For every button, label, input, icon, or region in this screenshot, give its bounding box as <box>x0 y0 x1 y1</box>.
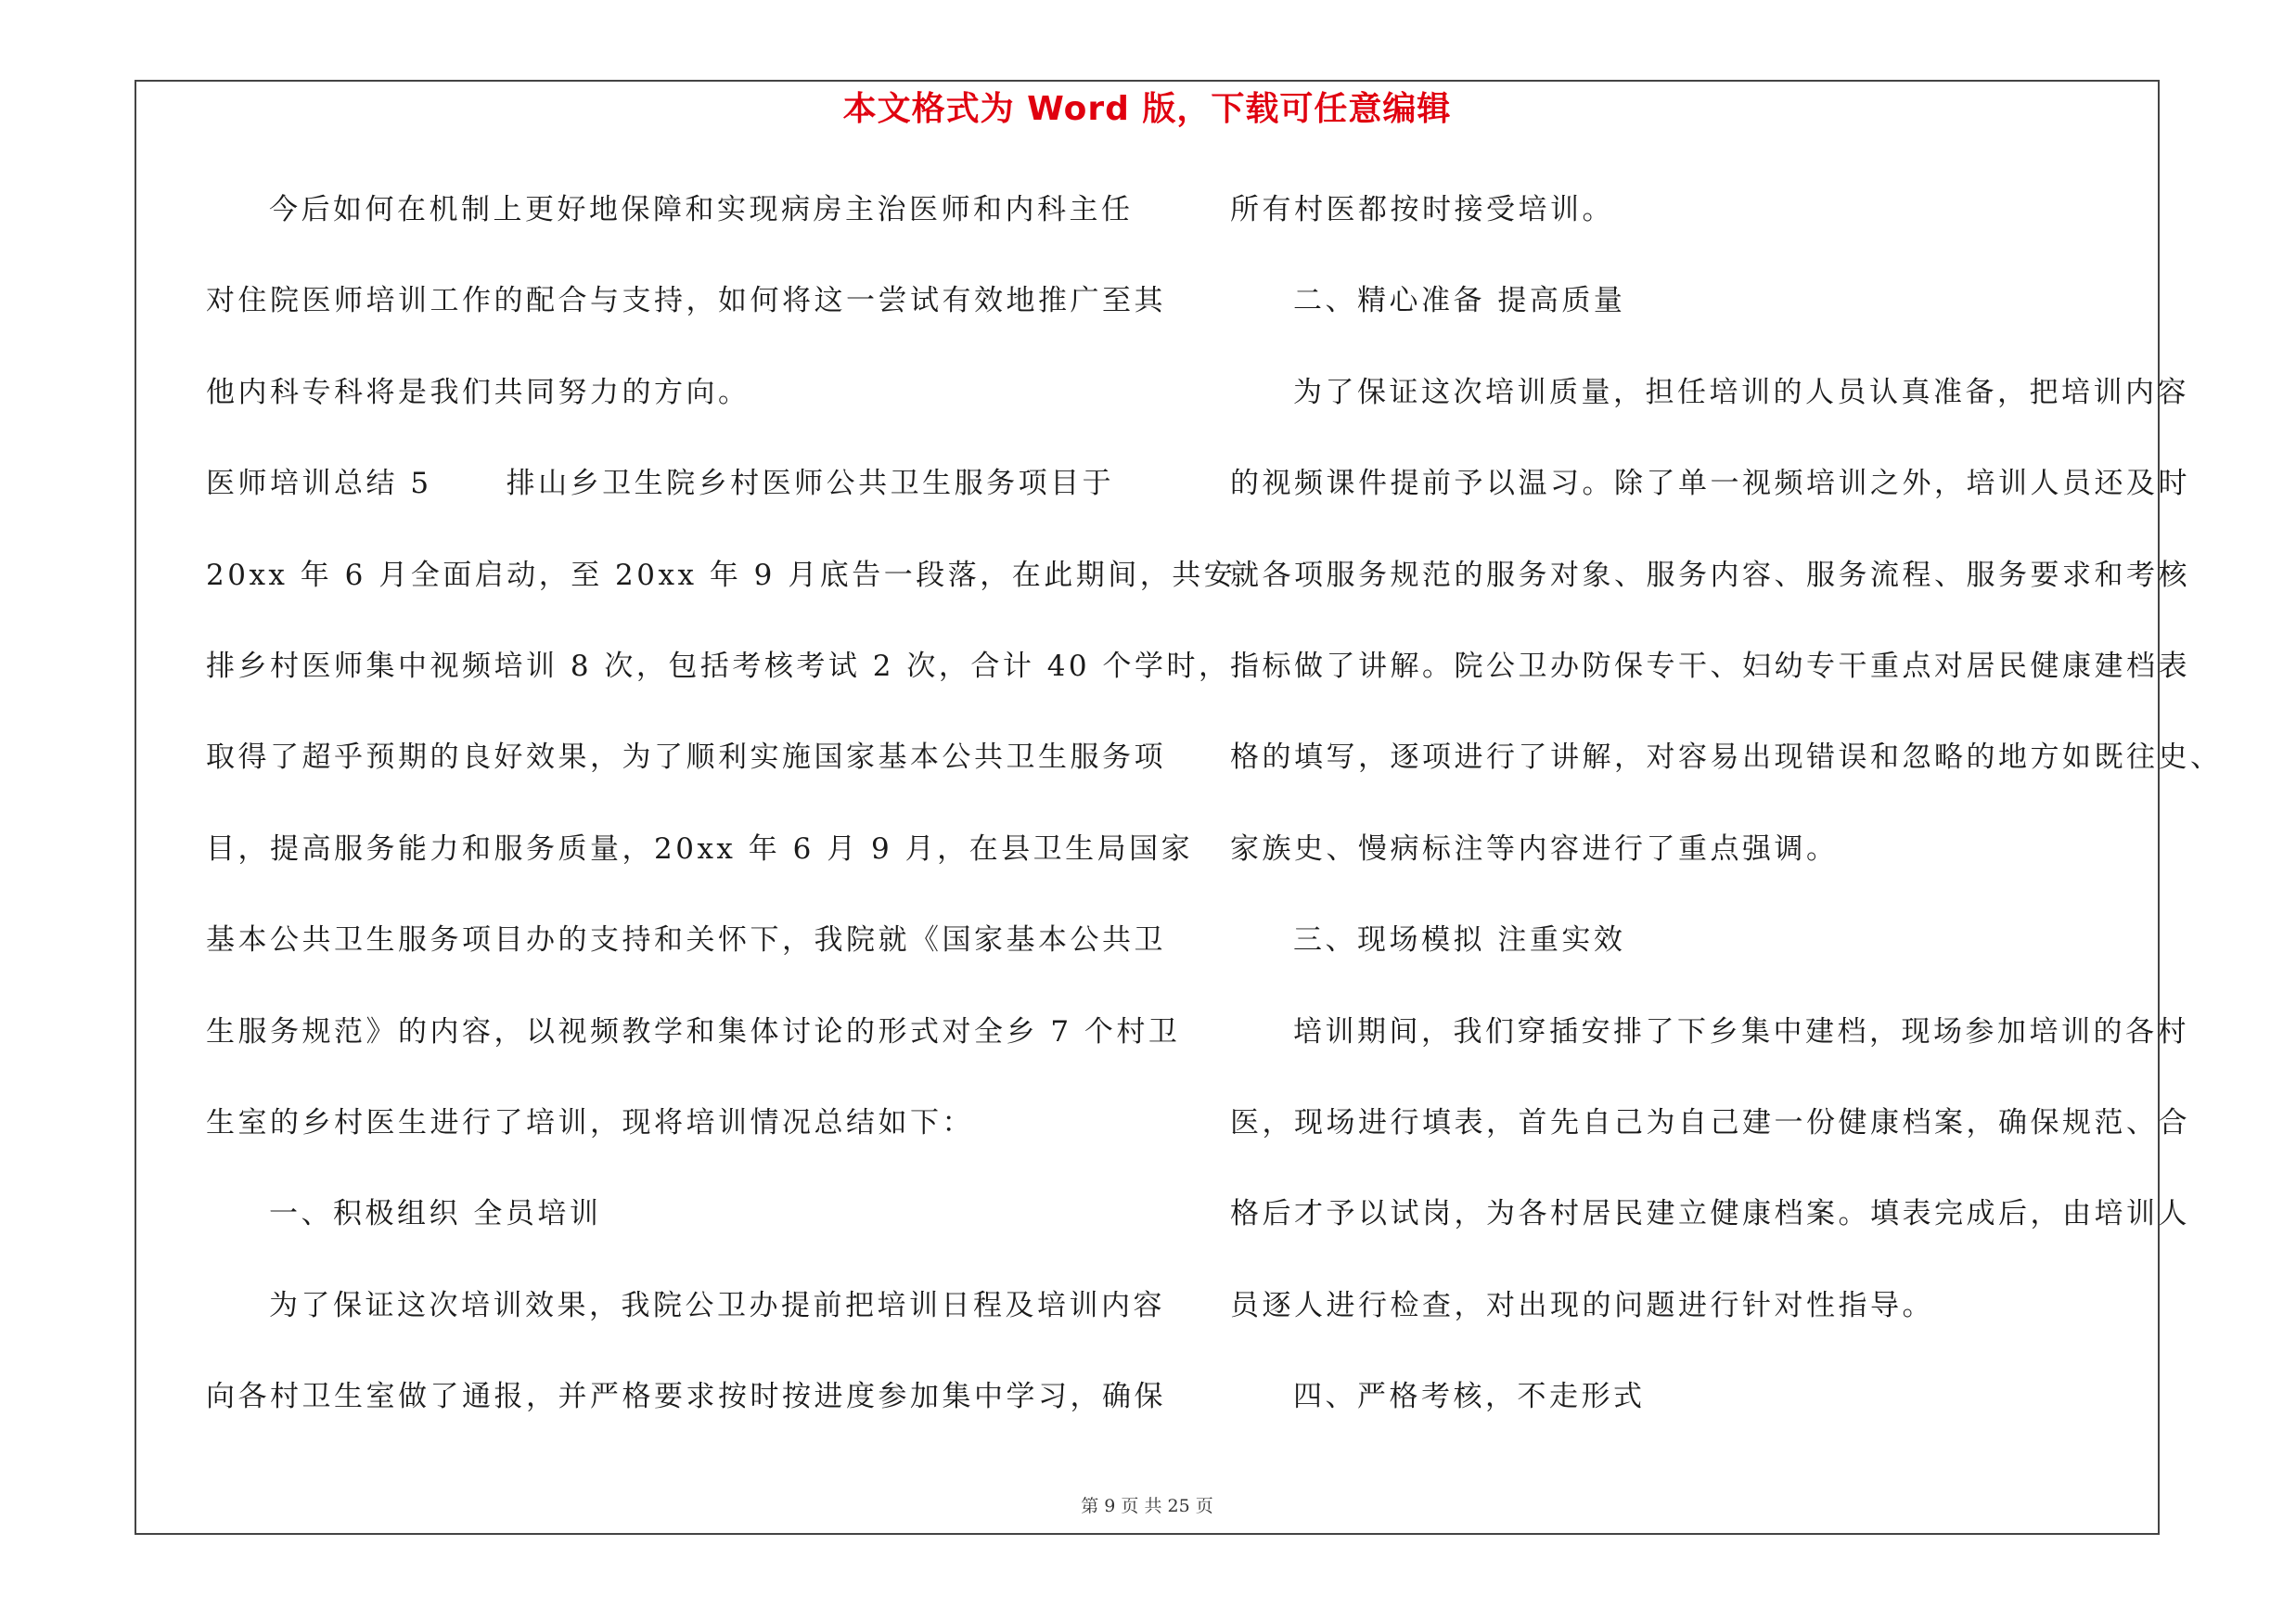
paragraph-line: 基本公共卫生服务项目办的支持和关怀下，我院就《国家基本公共卫 <box>206 923 1166 958</box>
paragraph-line: 生服务规范》的内容，以视频教学和集体讨论的形式对全乡 7 个村卫 <box>206 1014 1181 1049</box>
paragraph-line: 20xx 年 6 月全面启动，至 20xx 年 9 月底告一段落，在此期间，共安 <box>206 558 1237 592</box>
subheading: 一、积极组织 全员培训 <box>269 1197 602 1231</box>
paragraph-line: 家族史、慢病标注等内容进行了重点强调。 <box>1230 831 1839 866</box>
format-banner: 本文格式为 Word 版，下载可任意编辑 <box>842 90 1452 128</box>
paragraph-line: 为了保证这次培训效果，我院公卫办提前把培训日程及培训内容 <box>269 1288 1165 1322</box>
paragraph-line: 取得了超乎预期的良好效果，为了顺利实施国家基本公共卫生服务项 <box>206 741 1166 775</box>
paragraph-line: 对住院医师培训工作的配合与支持，如何将这一尝试有效地推广至其 <box>206 284 1166 318</box>
paragraph-line: 向各村卫生室做了通报，并严格要求按时按进度参加集中学习，确保 <box>206 1380 1166 1414</box>
paragraph-line: 他内科专科将是我们共同努力的方向。 <box>206 375 750 409</box>
left-column <box>206 182 1237 1460</box>
paragraph-line: 所有村医都按时接受培训。 <box>1230 193 1614 226</box>
paragraph-line: 格后才予以试岗，为各村居民建立健康档案。填表完成后，由培训人 <box>1230 1197 2190 1231</box>
paragraph-line: 格的填写，逐项进行了讲解，对容易出现错误和忽略的地方如既往史、 <box>1230 741 2223 775</box>
paragraph-line: 指标做了讲解。院公卫办防保专干、妇幼专干重点对居民健康建档表 <box>1230 649 2190 683</box>
page-number: 第 9 页 共 25 页 <box>1081 1496 1213 1516</box>
paragraph-line: 就各项服务规范的服务对象、服务内容、服务流程、服务要求和考核 <box>1230 558 2190 592</box>
paragraph-line: 的视频课件提前予以温习。除了单一视频培训之外，培训人员还及时 <box>1230 467 2190 501</box>
paragraph-line: 为了保证这次培训质量，担任培训的人员认真准备，把培训内容 <box>1293 375 2189 409</box>
section-title-line <box>206 456 1138 547</box>
paragraph-line: 排乡村医师集中视频培训 8 次，包括考核考试 2 次，合计 40 个学时， <box>206 649 1231 683</box>
section-title: 医师培训总结 5 <box>206 467 432 501</box>
paragraph-text: 排山乡卫生院乡村医师公共卫生服务项目于 <box>506 467 1115 501</box>
paragraph-line: 今后如何在机制上更好地保障和实现病房主治医师和内科主任 <box>269 193 1134 226</box>
paragraph-line: 医，现场进行填表，首先自己为自己建一份健康档案，确保规范、合 <box>1230 1105 2190 1140</box>
paragraph-line: 目，提高服务能力和服务质量，20xx 年 6 月 9 月，在县卫生局国家 <box>206 831 1194 866</box>
right-column <box>1230 182 2223 1460</box>
subheading: 三、现场模拟 注重实效 <box>1293 923 1626 958</box>
paragraph-line: 员逐人进行检查，对出现的问题进行针对性指导。 <box>1230 1288 1934 1322</box>
subheading: 二、精心准备 提高质量 <box>1293 284 1626 318</box>
paragraph-line: 培训期间，我们穿插安排了下乡集中建档，现场参加培训的各村 <box>1293 1014 2189 1049</box>
paragraph-line: 生室的乡村医生进行了培训，现将培训情况总结如下： <box>206 1105 974 1140</box>
subheading: 四、严格考核，不走形式 <box>1293 1380 1646 1414</box>
